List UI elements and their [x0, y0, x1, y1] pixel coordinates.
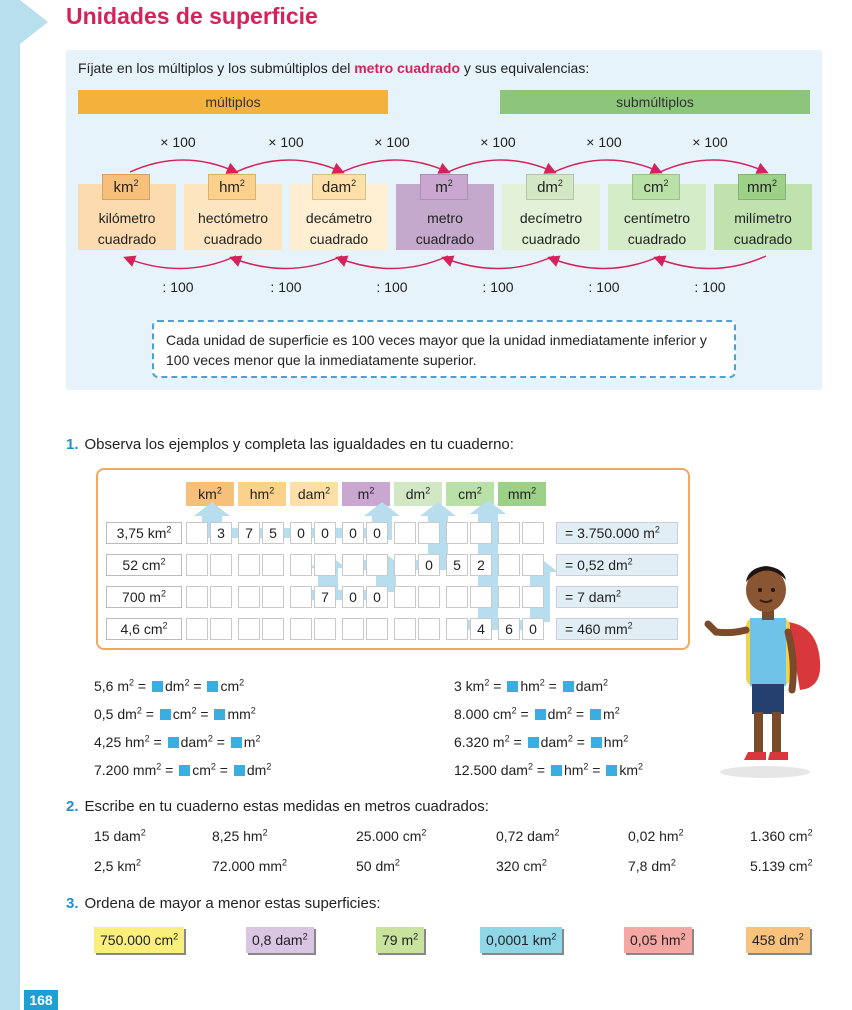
digit-cell — [498, 586, 520, 608]
unit-card-mm2: milímetro cuadrado — [714, 184, 812, 250]
digit-cell: 0 — [366, 522, 388, 544]
factor-label: : 100 — [588, 279, 620, 295]
unit-card-km2: kilómetro cuadrado — [78, 184, 176, 250]
factor-label: : 100 — [376, 279, 408, 295]
digit-cell — [186, 522, 208, 544]
measure-item: 2,5 $km^2$ — [94, 857, 142, 874]
surface-tag: 0,8 dam$^2$ — [246, 927, 314, 953]
unit-card-hm2: hectómetro cuadrado — [184, 184, 282, 250]
digit-cell: 5 — [262, 522, 284, 544]
digit-cell — [210, 586, 232, 608]
exercise-item: 5,6 $m^2 = dm^2 = cm^2$ — [94, 677, 245, 694]
unit-symbol: $dm^2$ — [526, 174, 574, 200]
measure-item: 72.000 $mm^2$ — [212, 857, 288, 874]
surface-tag: 750.000 $cm^2$ — [94, 927, 184, 953]
digit-cell — [186, 554, 208, 576]
digit-cell — [394, 618, 416, 640]
unit-symbol: $hm^2$ — [208, 174, 256, 200]
measure-item: 1.360 $cm^2$ — [750, 827, 813, 844]
unit-card-cm2: centímetro cuadrado — [608, 184, 706, 250]
row-label: 3,75 $km^2$ — [106, 522, 182, 544]
digit-cell — [314, 618, 336, 640]
table-header-hm2: $hm^2$ — [238, 482, 286, 506]
table-header-km2: $km^2$ — [186, 482, 234, 506]
digit-cell — [470, 522, 492, 544]
measure-item: 5.139 $cm^2$ — [750, 857, 813, 874]
digit-cell: 0 — [366, 586, 388, 608]
measure-item: 320 $cm^2$ — [496, 857, 547, 874]
question-3: 3. Ordena de mayor a menor estas superficies: — [66, 895, 381, 912]
surface-tag: 0,05 $hm^2$ — [624, 927, 692, 953]
surface-tag: 79 $m^2$ — [376, 927, 424, 953]
unit-symbol: dam$^2$ — [312, 174, 366, 200]
row-result: = 0,52 $dm^2$ — [556, 554, 678, 576]
measure-item: 8,25 $hm^2$ — [212, 827, 268, 844]
page-number: 168 — [24, 990, 58, 1010]
digit-cell — [290, 586, 312, 608]
exercise-item: 3 $km^2 = hm^2 = dam^2$ — [454, 677, 609, 694]
digit-cell — [262, 618, 284, 640]
digit-cell — [394, 586, 416, 608]
factor-label: : 100 — [270, 279, 302, 295]
factor-label: × 100 — [374, 134, 410, 150]
factor-label: : 100 — [694, 279, 726, 295]
digit-cell — [366, 618, 388, 640]
factor-label: : 100 — [162, 279, 194, 295]
digit-cell — [394, 522, 416, 544]
digit-cell — [210, 554, 232, 576]
intro-text: Fíjate en los múltiplos y los submúltiplos del metro cuadrado y sus equivalencias: — [78, 60, 590, 76]
digit-cell — [418, 522, 440, 544]
unit-symbol: $cm^2$ — [632, 174, 680, 200]
digit-cell — [418, 618, 440, 640]
factor-label: × 100 — [480, 134, 516, 150]
digit-cell — [238, 618, 260, 640]
digit-cell: 7 — [314, 586, 336, 608]
digit-cell: 0 — [314, 522, 336, 544]
digit-cell — [342, 554, 364, 576]
exercise-item: 0,5 $dm^2 = cm^2 = mm^2$ — [94, 705, 256, 722]
digit-cell — [262, 554, 284, 576]
digit-cell — [446, 522, 468, 544]
exercise-item: 6.320 $m^2 = dam^2 = hm^2$ — [454, 733, 629, 750]
digit-cell — [394, 554, 416, 576]
exercise-item: 4,25 $hm^2 = dam^2 = m^2$ — [94, 733, 261, 750]
digit-cell: 2 — [470, 554, 492, 576]
unit-card-dm2: decímetro cuadrado — [502, 184, 600, 250]
measure-item: 7,8 $dm^2$ — [628, 857, 676, 874]
factor-label: : 100 — [482, 279, 514, 295]
table-header-dm2: $dm^2$ — [394, 482, 442, 506]
row-result: = 7 dam$^2$ — [556, 586, 678, 608]
table-header-cm2: $cm^2$ — [446, 482, 494, 506]
digit-cell — [446, 586, 468, 608]
digit-cell: 4 — [470, 618, 492, 640]
exercise-item: 12.500 $dam^2 = hm^2 = km^2$ — [454, 761, 644, 778]
digit-cell — [498, 554, 520, 576]
digit-cell — [342, 618, 364, 640]
unit-card-dam2: decámetro cuadrado — [290, 184, 388, 250]
digit-cell — [238, 586, 260, 608]
digit-cell — [186, 618, 208, 640]
digit-cell — [210, 618, 232, 640]
digit-cell: 0 — [342, 522, 364, 544]
factor-label: × 100 — [586, 134, 622, 150]
factor-label: × 100 — [692, 134, 728, 150]
digit-cell — [522, 586, 544, 608]
surface-tag: 458 $dm^2$ — [746, 927, 810, 953]
multiples-band: múltiplos — [78, 90, 388, 114]
exercise-item: 8.000 $cm^2 = dm^2 = m^2$ — [454, 705, 620, 722]
measure-item: 25.000 $cm^2$ — [356, 827, 427, 844]
digit-cell — [366, 554, 388, 576]
digit-cell — [262, 586, 284, 608]
measure-item: 0,72 dam$^2$ — [496, 827, 560, 844]
digit-cell — [522, 522, 544, 544]
surface-tag: 0,0001 $km^2$ — [480, 927, 562, 953]
digit-cell: 0 — [418, 554, 440, 576]
digit-cell — [418, 586, 440, 608]
row-label: 700 $m^2$ — [106, 586, 182, 608]
question-2: 2. Escribe en tu cuaderno estas medidas en metros cuadrados: — [66, 798, 489, 815]
digit-cell — [238, 554, 260, 576]
unit-symbol: $km^2$ — [102, 174, 150, 200]
measure-item: 50 $dm^2$ — [356, 857, 400, 874]
submultiples-band: submúltiplos — [500, 90, 810, 114]
table-header-mm2: $mm^2$ — [498, 482, 546, 506]
factor-label: × 100 — [160, 134, 196, 150]
exercise-item: 7.200 $mm^2 = cm^2 = dm^2$ — [94, 761, 272, 778]
digit-cell — [290, 618, 312, 640]
student-illustration — [700, 560, 830, 780]
digit-cell — [314, 554, 336, 576]
digit-cell: 0 — [290, 522, 312, 544]
digit-cell: 6 — [498, 618, 520, 640]
factor-label: × 100 — [268, 134, 304, 150]
row-result: = 460 $mm^2$ — [556, 618, 678, 640]
measure-item: 15 dam$^2$ — [94, 827, 146, 844]
row-label: 4,6 $cm^2$ — [106, 618, 182, 640]
digit-cell — [470, 586, 492, 608]
digit-cell — [498, 522, 520, 544]
digit-cell: 3 — [210, 522, 232, 544]
table-header-dam2: dam$^2$ — [290, 482, 338, 506]
digit-cell — [522, 554, 544, 576]
digit-cell: 5 — [446, 554, 468, 576]
digit-cell — [446, 618, 468, 640]
unit-symbol: $m^2$ — [420, 174, 468, 200]
digit-cell: 7 — [238, 522, 260, 544]
digit-cell — [290, 554, 312, 576]
digit-cell: 0 — [342, 586, 364, 608]
measure-item: 0,02 $hm^2$ — [628, 827, 684, 844]
row-result: = 3.750.000 $m^2$ — [556, 522, 678, 544]
digit-cell — [186, 586, 208, 608]
page-title: Unidades de superficie — [66, 3, 318, 29]
digit-cell: 0 — [522, 618, 544, 640]
row-label: 52 $cm^2$ — [106, 554, 182, 576]
unit-symbol: $mm^2$ — [738, 174, 786, 200]
rule-note: Cada unidad de superficie es 100 veces mayor que la unidad inmediatamente inferior y 100 veces menor que la inmediatamente superior. — [152, 320, 736, 378]
question-1: 1. Observa los ejemplos y completa las igualdades en tu cuaderno: — [66, 436, 514, 453]
unit-card-m2: metro cuadrado — [396, 184, 494, 250]
table-header-m2: $m^2$ — [342, 482, 390, 506]
